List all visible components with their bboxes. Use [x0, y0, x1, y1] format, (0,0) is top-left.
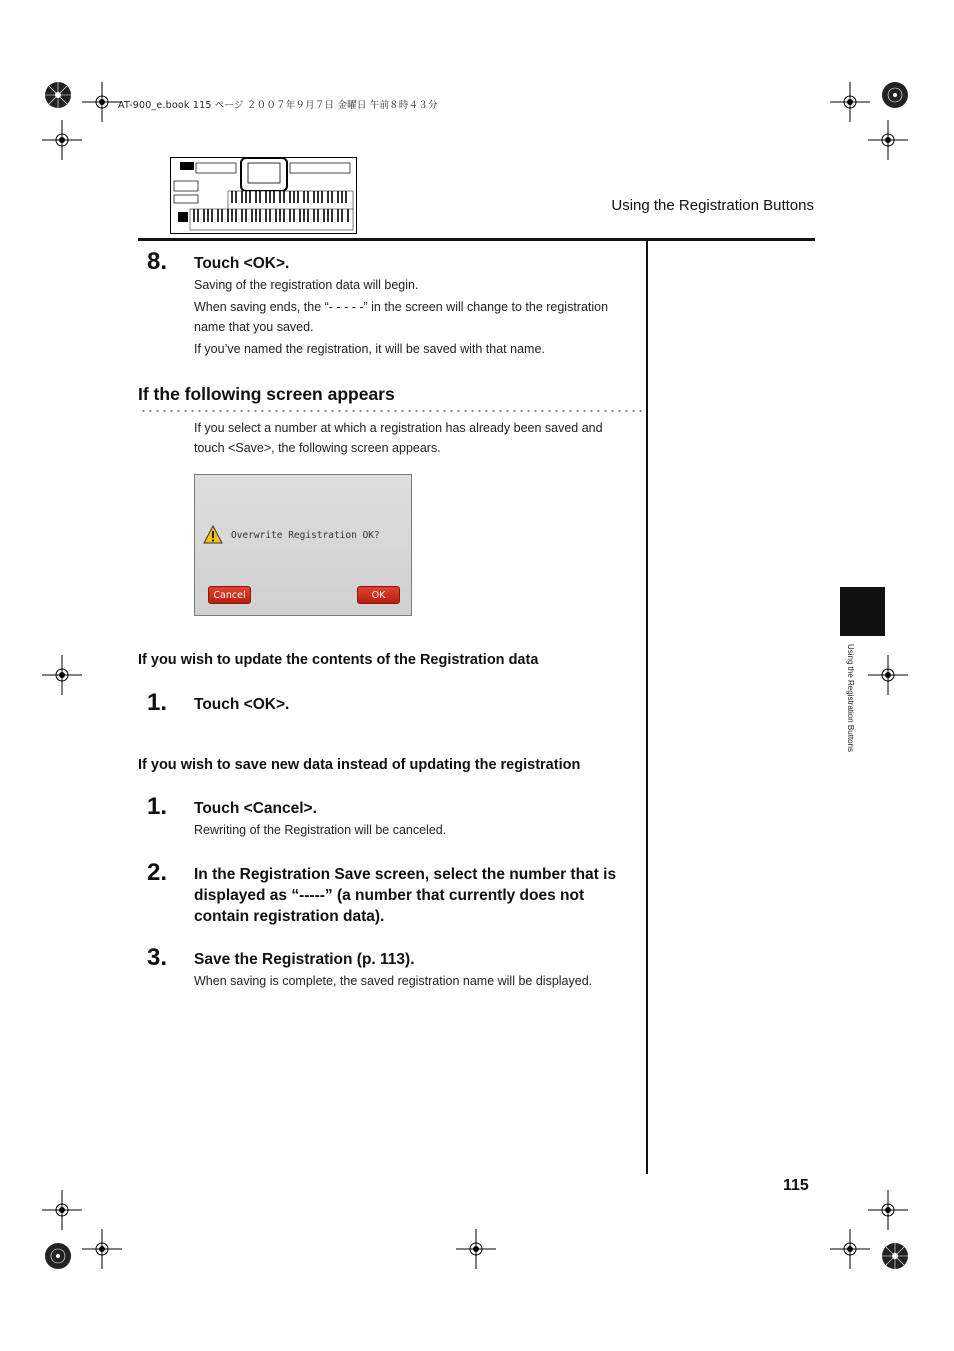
- heading-line: contain registration data).: [194, 908, 385, 925]
- step-number: 1.: [147, 689, 168, 716]
- subsection-heading: If you wish to update the contents of the Registration data: [138, 652, 539, 668]
- step-heading: Touch <OK>.: [194, 255, 290, 272]
- crosshair-mark: [40, 653, 84, 697]
- crop-mark-sunburst: [873, 1234, 917, 1278]
- heading-line: displayed as “-----” (a number that currently does not: [194, 887, 585, 904]
- side-tab-label: Using the Registration Buttons: [846, 644, 855, 753]
- crosshair-mark: [866, 118, 910, 162]
- overwrite-dialog: [194, 474, 412, 616]
- dotted-divider: [140, 409, 642, 413]
- step-heading: Save the Registration (p. 113).: [194, 951, 415, 968]
- section-heading: If the following screen appears: [138, 384, 395, 404]
- cancel-button[interactable]: Cancel: [208, 586, 251, 604]
- crosshair-mark: [454, 1227, 498, 1271]
- step-note: Rewriting of the Registration will be canceled.: [194, 823, 447, 837]
- page-number: 115: [783, 1177, 809, 1194]
- step-heading: Touch <OK>.: [194, 696, 290, 713]
- step-heading: [194, 864, 616, 927]
- body-line: If you select a number at which a registration has already been saved and: [194, 421, 603, 435]
- warning-triangle-icon: [203, 525, 223, 544]
- step-number: 1.: [147, 793, 168, 820]
- print-header: AT-900_e.book 115 ページ ２００７年９月７日 金曜日 午前８時４３分: [118, 100, 438, 111]
- body-line: If you’ve named the registration, it will be saved with that name.: [194, 342, 545, 356]
- heading-line: In the Registration Save screen, select the number that is: [194, 866, 617, 883]
- body-line: name that you saved.: [194, 320, 314, 334]
- column-divider: [646, 241, 648, 1174]
- crosshair-mark: [866, 653, 910, 697]
- crosshair-mark: [40, 1188, 84, 1232]
- crop-mark-sunburst: [873, 73, 917, 117]
- step-heading: Touch <Cancel>.: [194, 800, 317, 817]
- body-line: Saving of the registration data will begin.: [194, 278, 419, 292]
- step-number: 8.: [147, 248, 168, 275]
- crosshair-mark: [40, 118, 84, 162]
- subsection-heading: If you wish to save new data instead of updating the registration: [138, 757, 581, 773]
- header-rule: [138, 238, 815, 241]
- step-body: [194, 275, 608, 359]
- crop-mark-sunburst: [36, 73, 80, 117]
- body-line: touch <Save>, the following screen appears.: [194, 441, 441, 455]
- crosshair-mark: [80, 1227, 124, 1271]
- body-line: When saving ends, the “- - - - -” in the screen will change to the registration: [194, 300, 609, 314]
- section-intro: [194, 418, 603, 458]
- crosshair-mark: [866, 1188, 910, 1232]
- chapter-thumb-tab: [840, 587, 885, 636]
- crop-mark-sunburst: [36, 1234, 80, 1278]
- crosshair-mark: [828, 1227, 872, 1271]
- step-number: 2.: [147, 859, 168, 886]
- step-number: 3.: [147, 944, 168, 971]
- chapter-title: Using the Registration Buttons: [611, 197, 814, 214]
- step-note: When saving is complete, the saved registration name will be displayed.: [194, 974, 593, 988]
- organ-keyboard-illustration: [170, 157, 357, 234]
- ok-button[interactable]: OK: [357, 586, 400, 604]
- dialog-message: Overwrite Registration OK?: [231, 530, 380, 541]
